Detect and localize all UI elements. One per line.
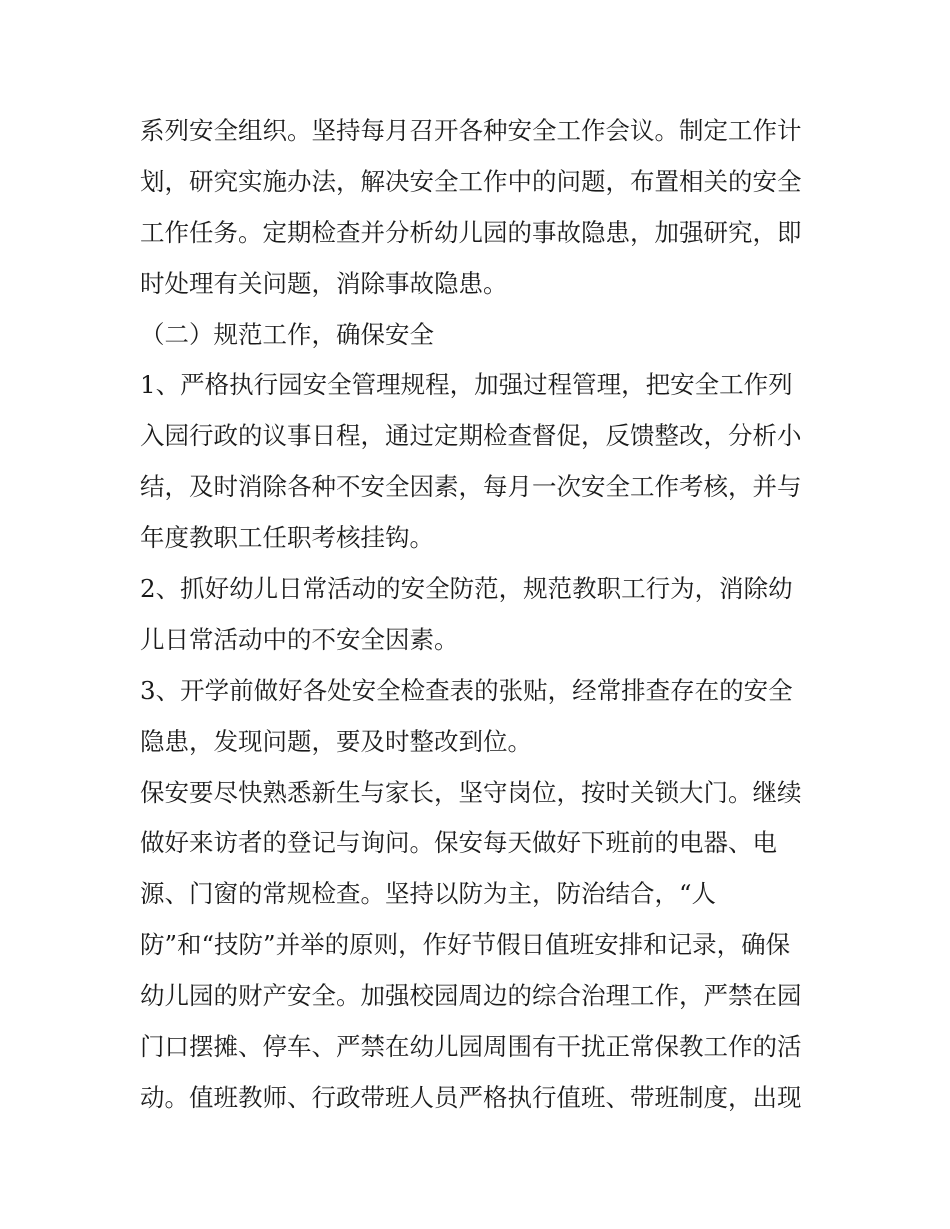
- section-heading: （二）规范工作，确保安全: [140, 319, 434, 349]
- text-line: 儿日常活动中的不安全因素。: [140, 624, 459, 654]
- text-line: 系列安全组织。坚持每月召开各种安全工作会议。制定工作计: [140, 116, 802, 145]
- text-line: 动。值班教师、行政带班人员严格执行值班、带班制度，出现: [140, 1082, 802, 1112]
- text-line: 入园行政的议事日程，通过定期检查督促，反馈整改，分析小: [140, 421, 802, 451]
- text-line: 年度教职工任职考核挂钩。: [140, 523, 434, 553]
- text-line: 做好来访者的登记与询问。保安每天做好下班前的电器、电: [140, 828, 777, 858]
- text-line: 2、抓好幼儿日常活动的安全防范，规范教职工行为，消除幼: [140, 574, 793, 604]
- text-line: 时处理有关问题，消除事故隐患。: [140, 268, 508, 298]
- text-line: 门口摆摊、停车、严禁在幼儿园周围有干扰正常保教工作的活: [140, 1032, 802, 1062]
- text-line: 幼儿园的财产安全。加强校园周边的综合治理工作，严禁在园: [140, 981, 802, 1011]
- text-line: 源、门窗的常规检查。坚持以防为主，防治结合，“人: [140, 879, 717, 909]
- text-line: 隐患，发现问题，要及时整改到位。: [140, 726, 532, 756]
- text-line: 保安要尽快熟悉新生与家长，坚守岗位，按时关锁大门。继续: [140, 777, 802, 807]
- text-line: 1、严格执行园安全管理规程，加强过程管理，把安全工作列: [140, 370, 793, 400]
- text-line: 防”和“技防”并举的原则，作好节假日值班安排和记录，确保: [140, 930, 791, 960]
- text-line: 工作任务。定期检查并分析幼儿园的事故隐患，加强研究，即: [140, 217, 802, 247]
- text-line: 3、开学前做好各处安全检查表的张贴，经常排查存在的安全: [140, 675, 793, 705]
- document-body: [140, 106, 820, 1124]
- text-line: 结，及时消除各种不安全因素，每月一次安全工作考核，并与: [140, 472, 802, 502]
- text-line: 划，研究实施办法，解决安全工作中的问题，布置相关的安全: [140, 166, 802, 196]
